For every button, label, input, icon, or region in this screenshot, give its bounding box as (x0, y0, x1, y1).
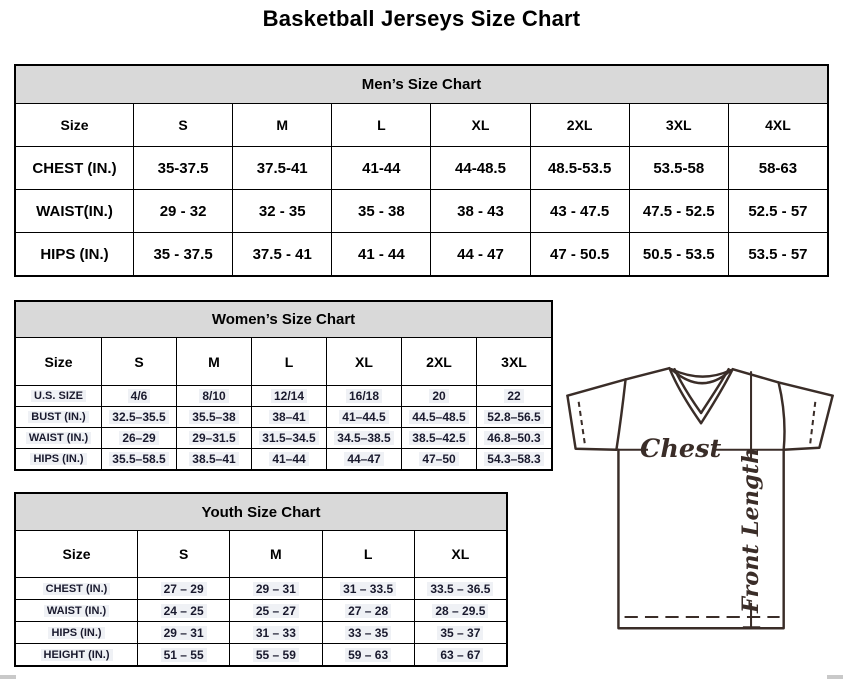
column-header: 3XL (477, 338, 552, 386)
size-cell: 52.5 - 57 (728, 190, 827, 233)
scrollbar-right-fragment[interactable] (827, 675, 843, 679)
jersey-measurement-diagram (558, 360, 838, 666)
front-length-label: Front Length (738, 447, 765, 614)
measurement-lines (579, 371, 816, 627)
size-cell: 47–50 (402, 449, 477, 470)
left-sleeve-dashed-line (579, 402, 585, 444)
column-header: 2XL (402, 338, 477, 386)
jersey-diagram-svg (558, 360, 838, 666)
size-cell: 22 (477, 386, 552, 407)
table-row (16, 428, 552, 449)
size-cell: 44.5–48.5 (402, 407, 477, 428)
mens-table (15, 65, 828, 276)
womens-size-chart (14, 300, 553, 471)
size-cell: 29–31.5 (177, 428, 252, 449)
size-cell: 41-44 (332, 147, 431, 190)
size-cell: 37.5 - 41 (233, 233, 332, 276)
column-header: XL (414, 531, 506, 578)
table-row (16, 147, 828, 190)
size-cell: 41 - 44 (332, 233, 431, 276)
size-cell: 44-48.5 (431, 147, 530, 190)
size-cell: 4/6 (102, 386, 177, 407)
size-cell: 46.8–50.3 (477, 428, 552, 449)
size-cell: 48.5-53.5 (530, 147, 629, 190)
row-label: HEIGHT (IN.) (16, 644, 138, 666)
row-label: WAIST(IN.) (16, 190, 134, 233)
size-cell: 16/18 (327, 386, 402, 407)
size-cell: 35 - 37.5 (134, 233, 233, 276)
row-label: WAIST (IN.) (16, 428, 102, 449)
size-cell: 41–44 (252, 449, 327, 470)
table-row (16, 449, 552, 470)
size-cell: 38–41 (252, 407, 327, 428)
row-label: BUST (IN.) (16, 407, 102, 428)
row-label: CHEST (IN.) (16, 147, 134, 190)
table-row (16, 190, 828, 233)
size-cell: 52.8–56.5 (477, 407, 552, 428)
size-cell: 63 – 67 (414, 644, 506, 666)
size-cell: 35.5–58.5 (102, 449, 177, 470)
size-cell: 41–44.5 (327, 407, 402, 428)
size-cell: 29 - 32 (134, 190, 233, 233)
size-cell: 24 – 25 (138, 600, 230, 622)
size-cell: 33 – 35 (322, 622, 414, 644)
column-header: M (233, 104, 332, 147)
table-row (16, 578, 507, 600)
table-row (16, 233, 828, 276)
youth-size-chart (14, 492, 508, 667)
size-cell: 59 – 63 (322, 644, 414, 666)
chest-label: Chest (640, 433, 722, 464)
size-cell: 38.5–42.5 (402, 428, 477, 449)
column-header: 3XL (629, 104, 728, 147)
size-cell: 31.5–34.5 (252, 428, 327, 449)
size-cell: 35 - 38 (332, 190, 431, 233)
size-cell: 29 – 31 (230, 578, 322, 600)
size-cell: 37.5-41 (233, 147, 332, 190)
column-header: S (134, 104, 233, 147)
right-sleeve-dashed-line (810, 402, 815, 444)
size-cell: 20 (402, 386, 477, 407)
column-header: Size (16, 338, 102, 386)
size-cell: 55 – 59 (230, 644, 322, 666)
size-cell: 38 - 43 (431, 190, 530, 233)
size-cell: 12/14 (252, 386, 327, 407)
row-label: U.S. SIZE (16, 386, 102, 407)
size-cell: 33.5 – 36.5 (414, 578, 506, 600)
column-header: M (177, 338, 252, 386)
size-cell: 31 – 33.5 (322, 578, 414, 600)
column-header: L (332, 104, 431, 147)
size-cell: 44–47 (327, 449, 402, 470)
table-row (16, 386, 552, 407)
column-header: M (230, 531, 322, 578)
table-title-band: Men’s Size Chart (16, 66, 828, 104)
mens-size-chart (14, 64, 829, 277)
size-cell: 54.3–58.3 (477, 449, 552, 470)
column-header: Size (16, 104, 134, 147)
size-cell: 25 – 27 (230, 600, 322, 622)
column-header: 4XL (728, 104, 827, 147)
size-cell: 32 - 35 (233, 190, 332, 233)
table-row (16, 622, 507, 644)
jersey-outline (567, 368, 832, 628)
size-cell: 8/10 (177, 386, 252, 407)
table-title-band: Youth Size Chart (16, 494, 507, 531)
column-header: 2XL (530, 104, 629, 147)
column-header: S (138, 531, 230, 578)
womens-table (15, 301, 552, 470)
page-title: Basketball Jerseys Size Chart (262, 6, 581, 31)
size-cell: 43 - 47.5 (530, 190, 629, 233)
column-header: L (252, 338, 327, 386)
column-header: XL (431, 104, 530, 147)
column-header: XL (327, 338, 402, 386)
size-cell: 26–29 (102, 428, 177, 449)
row-label: HIPS (IN.) (16, 622, 138, 644)
size-cell: 51 – 55 (138, 644, 230, 666)
size-cell: 28 – 29.5 (414, 600, 506, 622)
size-cell: 32.5–35.5 (102, 407, 177, 428)
table-row (16, 644, 507, 666)
size-cell: 35 – 37 (414, 622, 506, 644)
row-label: HIPS (IN.) (16, 449, 102, 470)
row-label: HIPS (IN.) (16, 233, 134, 276)
size-cell: 58-63 (728, 147, 827, 190)
size-cell: 53.5 - 57 (728, 233, 827, 276)
size-cell: 35-37.5 (134, 147, 233, 190)
size-cell: 53.5-58 (629, 147, 728, 190)
table-title-band: Women’s Size Chart (16, 302, 552, 338)
row-label: WAIST (IN.) (16, 600, 138, 622)
size-cell: 34.5–38.5 (327, 428, 402, 449)
size-cell: 35.5–38 (177, 407, 252, 428)
table-row (16, 600, 507, 622)
size-cell: 50.5 - 53.5 (629, 233, 728, 276)
size-cell: 27 – 28 (322, 600, 414, 622)
scrollbar-left-fragment[interactable] (0, 675, 16, 679)
column-header: S (102, 338, 177, 386)
size-cell: 44 - 47 (431, 233, 530, 276)
column-header: L (322, 531, 414, 578)
size-cell: 27 – 29 (138, 578, 230, 600)
size-cell: 47 - 50.5 (530, 233, 629, 276)
size-cell: 47.5 - 52.5 (629, 190, 728, 233)
size-cell: 38.5–41 (177, 449, 252, 470)
column-header: Size (16, 531, 138, 578)
size-cell: 31 – 33 (230, 622, 322, 644)
table-row (16, 407, 552, 428)
row-label: CHEST (IN.) (16, 578, 138, 600)
youth-table (15, 493, 507, 666)
size-cell: 29 – 31 (138, 622, 230, 644)
